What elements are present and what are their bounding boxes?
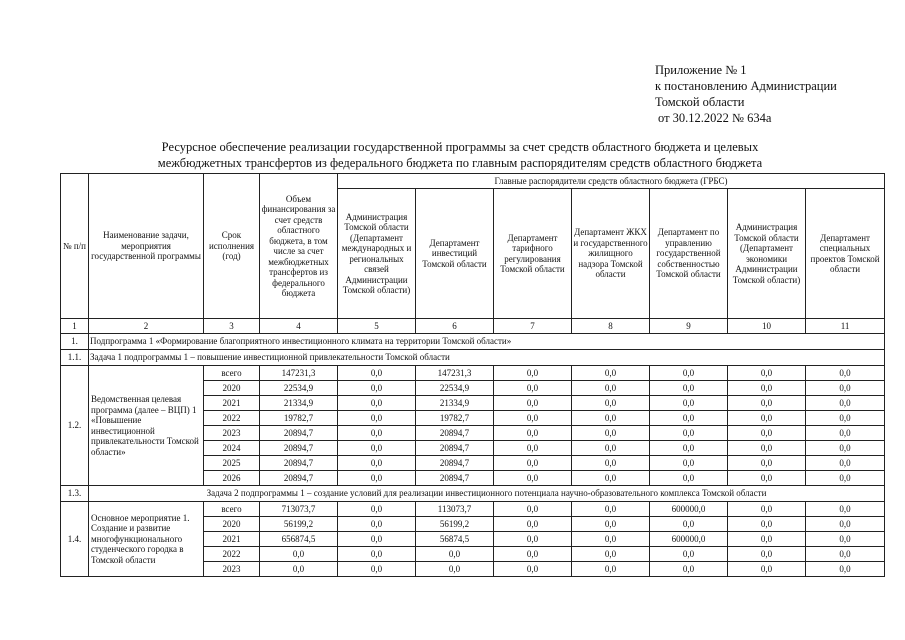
column-number: 7 — [494, 319, 572, 334]
column-number: 3 — [204, 319, 260, 334]
amount-cell: 0,0 — [806, 471, 885, 486]
amount-cell: 0,0 — [494, 381, 572, 396]
amount-cell: 0,0 — [572, 366, 650, 381]
header-name: Наименование задачи, мероприятия государственной программы — [89, 174, 204, 319]
amount-cell: 0,0 — [806, 456, 885, 471]
amount-cell: 0,0 — [806, 411, 885, 426]
row-num: 1.3. — [61, 486, 89, 502]
header-grbs-col: Департамент тарифного регулирования Томской области — [494, 189, 572, 319]
column-number: 4 — [260, 319, 338, 334]
amount-cell: 0,0 — [572, 456, 650, 471]
header-grbs: Главные распорядители средств областного бюджета (ГРБС) — [338, 174, 885, 189]
amount-cell: 0,0 — [650, 562, 728, 577]
amount-cell: 0,0 — [338, 396, 416, 411]
data-row — [61, 366, 885, 381]
amount-cell: 0,0 — [572, 381, 650, 396]
task-title: Задача 2 подпрограммы 1 – создание условий для реализации инвестиционного потенциала научно-образовательного комплекса Томской области — [89, 486, 885, 502]
column-number: 9 — [650, 319, 728, 334]
amount-cell: 0,0 — [338, 471, 416, 486]
row-num: 1. — [61, 334, 89, 350]
amount-cell: 0,0 — [494, 471, 572, 486]
amount-cell: 0,0 — [806, 502, 885, 517]
amount-cell: 0,0 — [650, 366, 728, 381]
amount-cell: 0,0 — [728, 396, 806, 411]
year-cell: 2023 — [204, 562, 260, 577]
amount-cell: 0,0 — [728, 366, 806, 381]
amount-cell: 0,0 — [806, 441, 885, 456]
header-num: № п/п — [61, 174, 89, 319]
amount-cell: 0,0 — [338, 381, 416, 396]
task-title: Задача 1 подпрограммы 1 – повышение инвестиционной привлекательности Томской области — [89, 350, 885, 366]
amount-cell: 0,0 — [572, 411, 650, 426]
amount-cell: 0,0 — [650, 547, 728, 562]
amount-cell: 0,0 — [806, 426, 885, 441]
amount-cell: 0,0 — [650, 426, 728, 441]
amount-cell: 0,0 — [572, 471, 650, 486]
row-num: 1.2. — [61, 366, 89, 486]
amount-cell: 0,0 — [338, 562, 416, 577]
amount-cell: 113073,7 — [416, 502, 494, 517]
appendix-line: Томской области — [655, 95, 745, 109]
amount-cell: 56874,5 — [416, 532, 494, 547]
amount-cell: 0,0 — [806, 396, 885, 411]
data-row — [61, 502, 885, 517]
subprogram-row — [61, 334, 885, 350]
amount-cell: 0,0 — [494, 502, 572, 517]
amount-cell: 0,0 — [494, 441, 572, 456]
amount-cell: 656874,5 — [260, 532, 338, 547]
amount-cell: 0,0 — [338, 502, 416, 517]
amount-cell: 0,0 — [494, 532, 572, 547]
amount-cell: 0,0 — [728, 456, 806, 471]
amount-cell: 147231,3 — [416, 366, 494, 381]
amount-cell: 56199,2 — [260, 517, 338, 532]
amount-cell: 0,0 — [728, 547, 806, 562]
task-row — [61, 486, 885, 502]
header-grbs-col: Департамент специальных проектов Томской области — [806, 189, 885, 319]
year-cell: 2020 — [204, 517, 260, 532]
amount-cell: 0,0 — [728, 517, 806, 532]
amount-cell: 20894,7 — [416, 426, 494, 441]
header-grbs-col: Администрация Томской области (Департамент экономики Администрации Томской области) — [728, 189, 806, 319]
amount-cell: 0,0 — [494, 547, 572, 562]
amount-cell: 713073,7 — [260, 502, 338, 517]
column-number: 2 — [89, 319, 204, 334]
amount-cell: 0,0 — [806, 562, 885, 577]
amount-cell: 0,0 — [806, 547, 885, 562]
header-grbs-col: Департамент ЖКХ и государственного жилищного надзора Томской области — [572, 189, 650, 319]
amount-cell: 0,0 — [416, 562, 494, 577]
year-cell: всего — [204, 366, 260, 381]
amount-cell: 0,0 — [806, 366, 885, 381]
amount-cell: 0,0 — [338, 547, 416, 562]
header-grbs-col: Администрация Томской области (Департамент международных и региональных связей Администрации Томской области) — [338, 189, 416, 319]
document-title — [60, 139, 860, 171]
appendix-line: к постановлению Администрации — [655, 79, 837, 93]
year-cell: 2021 — [204, 396, 260, 411]
amount-cell: 0,0 — [806, 532, 885, 547]
amount-cell: 0,0 — [338, 366, 416, 381]
amount-cell: 0,0 — [728, 532, 806, 547]
amount-cell: 0,0 — [494, 411, 572, 426]
amount-cell: 0,0 — [650, 517, 728, 532]
amount-cell: 0,0 — [728, 411, 806, 426]
amount-cell: 0,0 — [728, 426, 806, 441]
amount-cell: 0,0 — [572, 517, 650, 532]
amount-cell: 21334,9 — [416, 396, 494, 411]
amount-cell: 20894,7 — [260, 471, 338, 486]
amount-cell: 0,0 — [338, 411, 416, 426]
title-line: Ресурсное обеспечение реализации государственной программы за счет средств областного бюджета и целевых — [161, 140, 759, 154]
appendix-block — [655, 62, 837, 126]
amount-cell: 22534,9 — [260, 381, 338, 396]
amount-cell: 22534,9 — [416, 381, 494, 396]
amount-cell: 0,0 — [338, 456, 416, 471]
amount-cell: 0,0 — [494, 456, 572, 471]
column-numbers-row — [61, 319, 885, 334]
header-grbs-col: Департамент инвестиций Томской области — [416, 189, 494, 319]
header-term: Срок исполнения (год) — [204, 174, 260, 319]
header-grbs-col: Департамент по управлению государственной собственностью Томской области — [650, 189, 728, 319]
amount-cell: 600000,0 — [650, 532, 728, 547]
amount-cell: 19782,7 — [260, 411, 338, 426]
measure-name: Основное мероприятие 1. Создание и развитие многофункционального студенческого городка в Томской области — [89, 502, 204, 577]
amount-cell: 0,0 — [650, 456, 728, 471]
year-cell: 2020 — [204, 381, 260, 396]
amount-cell: 0,0 — [806, 381, 885, 396]
amount-cell: 0,0 — [728, 502, 806, 517]
year-cell: 2022 — [204, 547, 260, 562]
amount-cell: 0,0 — [494, 562, 572, 577]
amount-cell: 0,0 — [728, 441, 806, 456]
amount-cell: 0,0 — [572, 562, 650, 577]
amount-cell: 0,0 — [338, 441, 416, 456]
amount-cell: 20894,7 — [260, 441, 338, 456]
amount-cell: 0,0 — [572, 396, 650, 411]
resource-table — [60, 173, 885, 577]
amount-cell: 0,0 — [338, 517, 416, 532]
amount-cell: 0,0 — [572, 441, 650, 456]
amount-cell: 0,0 — [572, 532, 650, 547]
amount-cell: 20894,7 — [416, 441, 494, 456]
amount-cell: 0,0 — [650, 381, 728, 396]
vcp-block — [61, 366, 885, 486]
row-num: 1.1. — [61, 350, 89, 366]
amount-cell: 0,0 — [650, 396, 728, 411]
appendix-line: от 30.12.2022 № 634а — [658, 111, 772, 125]
year-cell: 2025 — [204, 456, 260, 471]
year-cell: 2022 — [204, 411, 260, 426]
amount-cell: 0,0 — [572, 502, 650, 517]
year-cell: 2026 — [204, 471, 260, 486]
amount-cell: 0,0 — [572, 426, 650, 441]
column-number: 6 — [416, 319, 494, 334]
amount-cell: 0,0 — [338, 426, 416, 441]
measure-block — [61, 502, 885, 577]
amount-cell: 0,0 — [494, 517, 572, 532]
column-number: 11 — [806, 319, 885, 334]
amount-cell: 20894,7 — [416, 456, 494, 471]
amount-cell: 0,0 — [806, 517, 885, 532]
title-line: межбюджетных трансфертов из федерального бюджета по главным распорядителям средств областного бюджета — [157, 156, 763, 170]
year-cell: 2023 — [204, 426, 260, 441]
measure-name: Ведомственная целевая программа (далее – ВЦП) 1 «Повышение инвестиционной привлекательности Томской области» — [89, 366, 204, 486]
amount-cell: 56199,2 — [416, 517, 494, 532]
amount-cell: 21334,9 — [260, 396, 338, 411]
amount-cell: 0,0 — [650, 441, 728, 456]
amount-cell: 600000,0 — [650, 502, 728, 517]
amount-cell: 19782,7 — [416, 411, 494, 426]
amount-cell: 147231,3 — [260, 366, 338, 381]
amount-cell: 0,0 — [572, 547, 650, 562]
amount-cell: 0,0 — [338, 532, 416, 547]
amount-cell: 0,0 — [494, 396, 572, 411]
amount-cell: 0,0 — [728, 471, 806, 486]
amount-cell: 0,0 — [650, 471, 728, 486]
amount-cell: 0,0 — [260, 562, 338, 577]
year-cell: 2024 — [204, 441, 260, 456]
amount-cell: 20894,7 — [260, 426, 338, 441]
amount-cell: 0,0 — [728, 381, 806, 396]
amount-cell: 0,0 — [494, 366, 572, 381]
header-volume: Объем финансирования за счет средств областного бюджета, в том числе за счет межбюджетных трансфертов из федерального бюджета — [260, 174, 338, 319]
year-cell: всего — [204, 502, 260, 517]
amount-cell: 0,0 — [260, 547, 338, 562]
column-number: 8 — [572, 319, 650, 334]
amount-cell: 0,0 — [416, 547, 494, 562]
column-number: 5 — [338, 319, 416, 334]
amount-cell: 20894,7 — [260, 456, 338, 471]
column-number: 1 — [61, 319, 89, 334]
row-num: 1.4. — [61, 502, 89, 577]
amount-cell: 20894,7 — [416, 471, 494, 486]
amount-cell: 0,0 — [650, 411, 728, 426]
year-cell: 2021 — [204, 532, 260, 547]
column-number: 10 — [728, 319, 806, 334]
task-row — [61, 350, 885, 366]
subprogram-title: Подпрограмма 1 «Формирование благоприятного инвестиционного климата на территории Томской области» — [89, 334, 885, 350]
appendix-line: Приложение № 1 — [655, 63, 747, 77]
amount-cell: 0,0 — [728, 562, 806, 577]
amount-cell: 0,0 — [494, 426, 572, 441]
